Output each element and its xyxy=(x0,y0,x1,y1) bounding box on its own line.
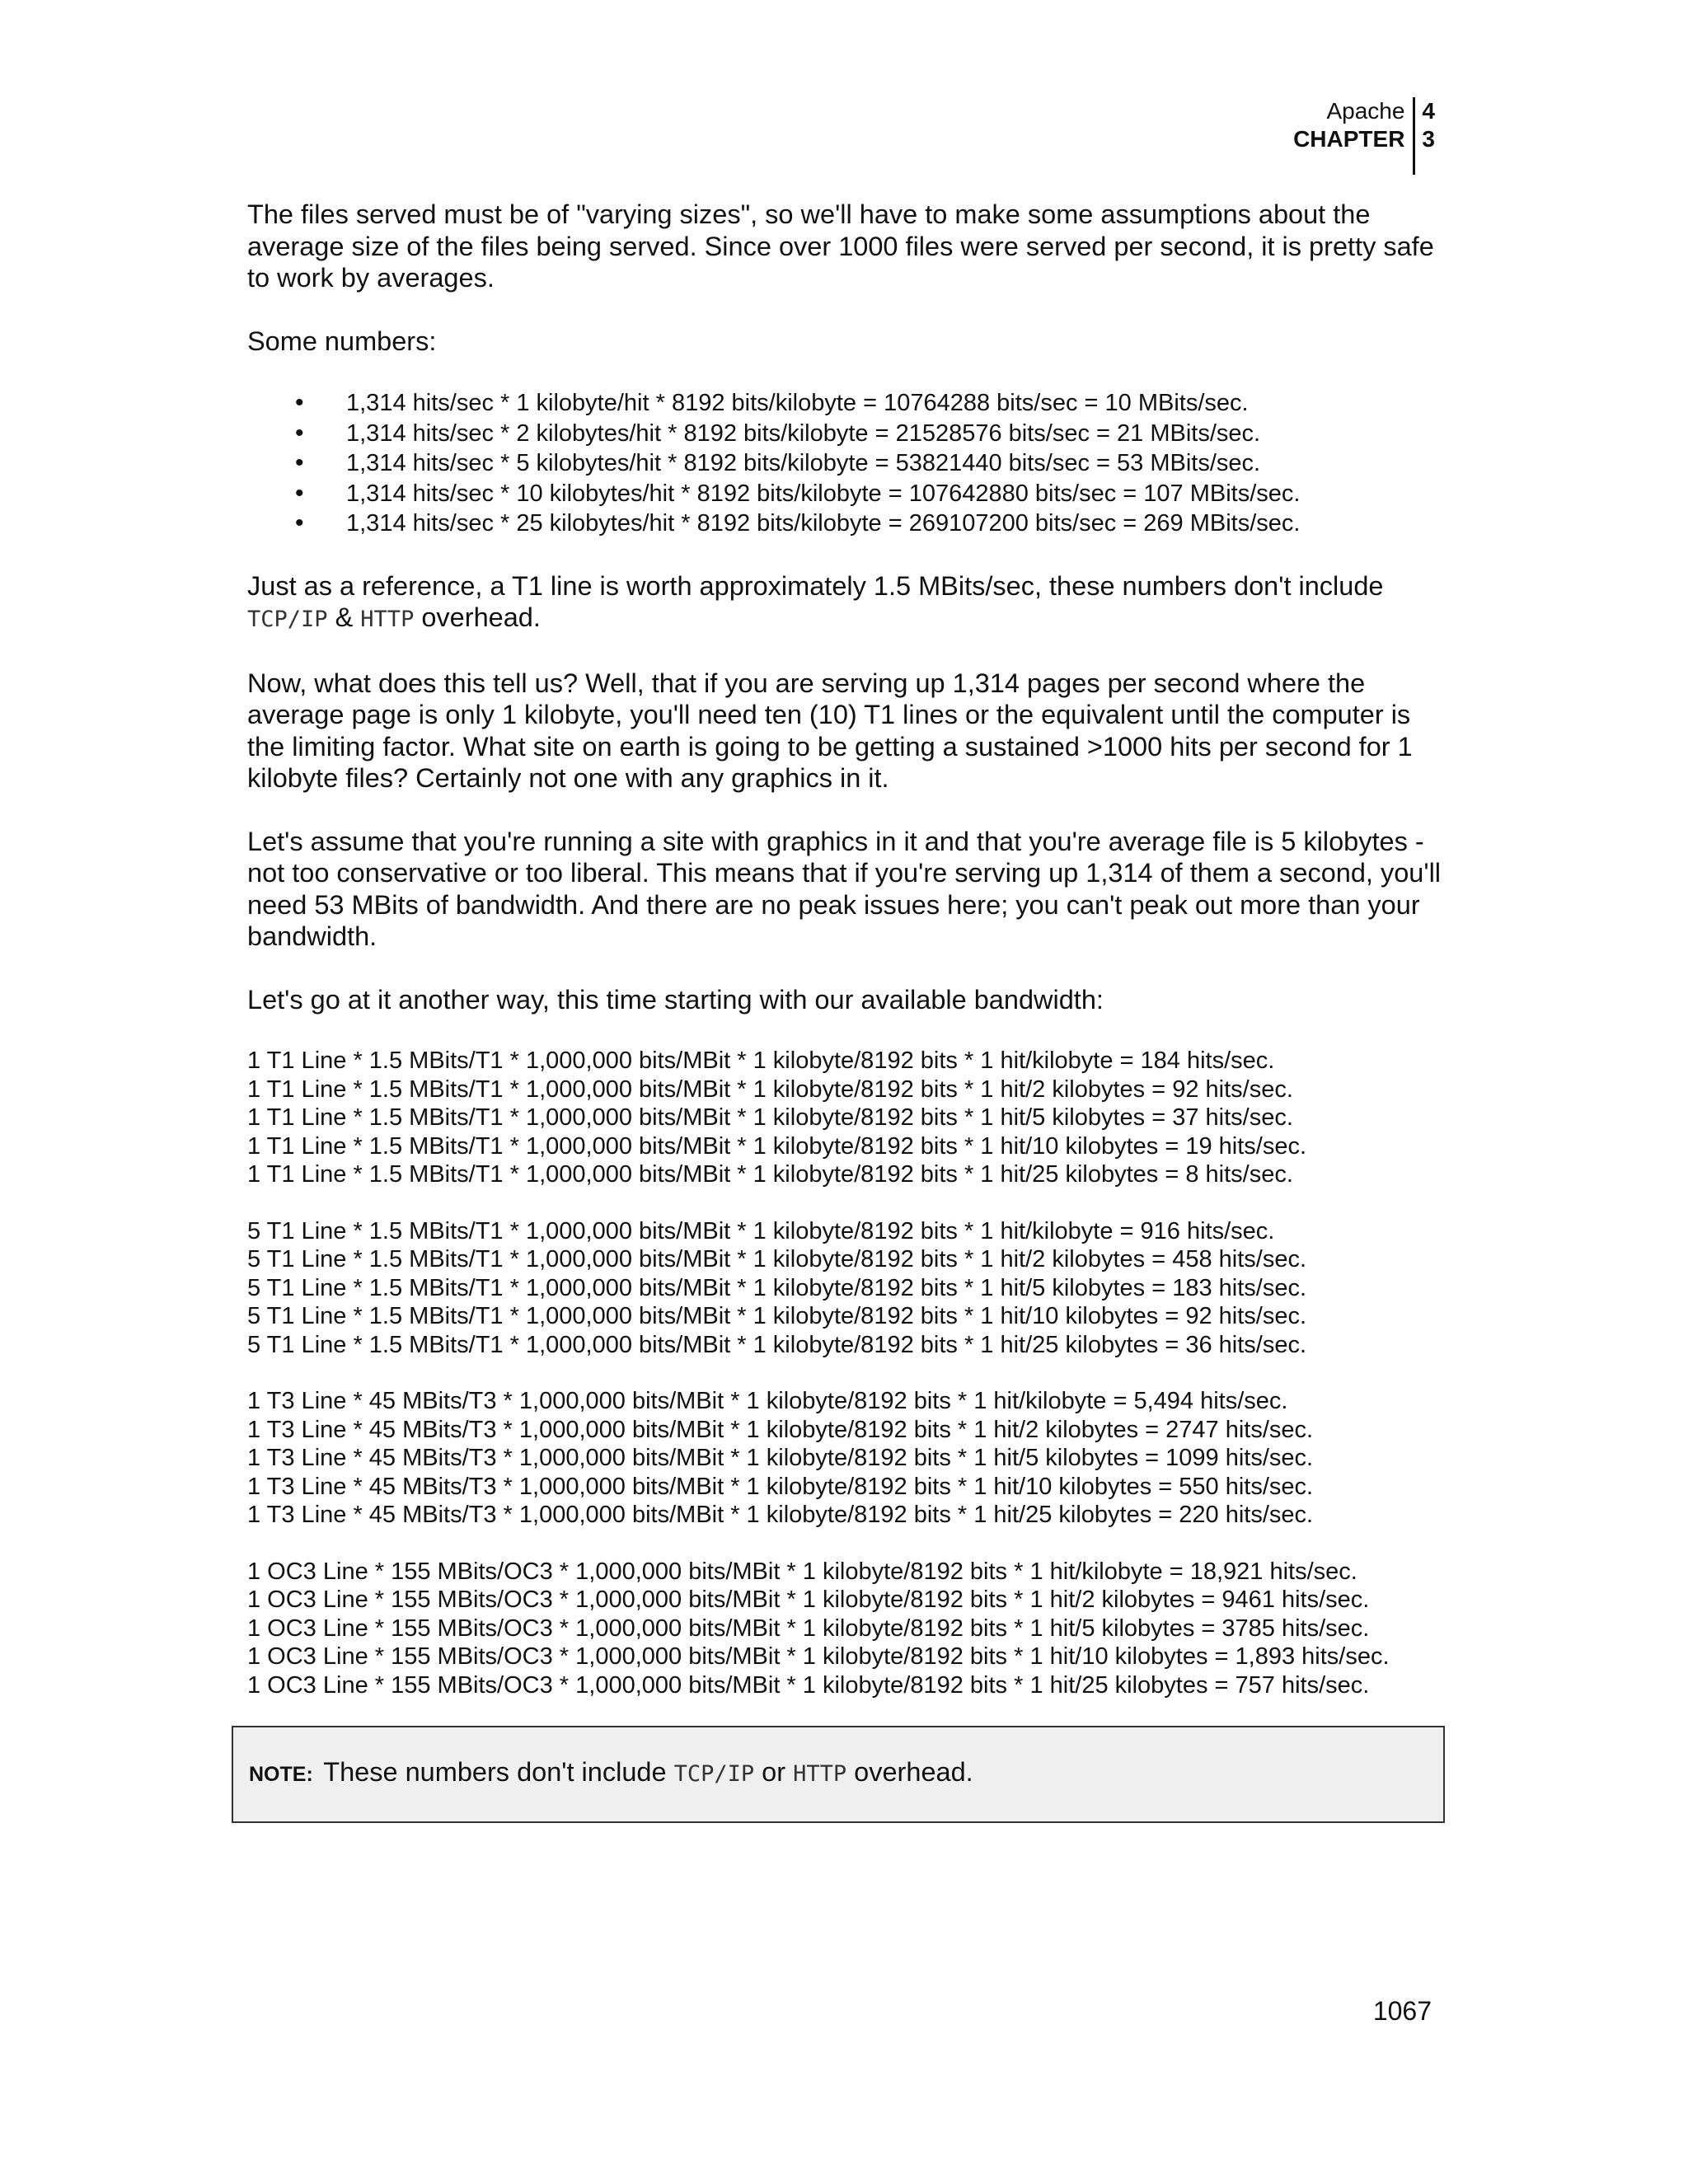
http-code: HTTP xyxy=(360,607,415,632)
header-title: Apache xyxy=(1326,98,1405,124)
note-tcpip-code: TCP/IP xyxy=(673,1761,755,1787)
note-or: or xyxy=(762,1757,786,1787)
numbers-heading: Some numbers: xyxy=(247,326,437,356)
header-number-bottom: 3 xyxy=(1422,126,1435,152)
calculation-line: 1 T1 Line * 1.5 MBits/T1 * 1,000,000 bits/MBit * 1 kilobyte/8192 bits * 1 hit/10 kilobytes = 19 hits/sec. xyxy=(247,1132,1307,1160)
calculation-line: 1 T3 Line * 45 MBits/T3 * 1,000,000 bits/MBit * 1 kilobyte/8192 bits * 1 hit/10 kilobytes = 550 hits/sec. xyxy=(247,1473,1314,1500)
list-item: • 1,314 hits/sec * 2 kilobytes/hit * 8192 bits/kilobyte = 21528576 bits/sec = 21 MBits/sec. xyxy=(247,419,1451,449)
list-item: • 1,314 hits/sec * 1 kilobyte/hit * 8192 bits/kilobyte = 10764288 bits/sec = 10 MBits/sec. xyxy=(247,388,1451,419)
t1-reference-paragraph xyxy=(247,570,1451,636)
calculation-line: 1 T1 Line * 1.5 MBits/T1 * 1,000,000 bits/MBit * 1 kilobyte/8192 bits * 1 hit/2 kilobytes = 92 hits/sec. xyxy=(247,1076,1293,1103)
running-header xyxy=(1293,97,1435,175)
graphics-paragraph: Let's assume that you're running a site with graphics in it and that you're average file is 5 kilobytes - not too conservative or too liberal. This means that if you're serving up 1,314 of them a second, you'll need 53 MBits of bandwidth. And there are no peak issues here; you can't peak out more than your bandwidth. xyxy=(247,826,1442,951)
t1-five-calculations xyxy=(247,1217,1451,1360)
calculation-line: 5 T1 Line * 1.5 MBits/T1 * 1,000,000 bits/MBit * 1 kilobyte/8192 bits * 1 hit/5 kilobytes = 183 hits/sec. xyxy=(247,1274,1307,1301)
note-box xyxy=(232,1726,1445,1823)
header-labels xyxy=(1293,97,1415,175)
overhead-text: overhead. xyxy=(421,602,541,632)
calculation-line: 1 T1 Line * 1.5 MBits/T1 * 1,000,000 bits/MBit * 1 kilobyte/8192 bits * 1 hit/5 kilobytes = 37 hits/sec. xyxy=(247,1104,1293,1131)
calculation-line: 1 OC3 Line * 155 MBits/OC3 * 1,000,000 bits/MBit * 1 kilobyte/8192 bits * 1 hit/10 kilobytes = 1,893 hits/sec. xyxy=(247,1643,1390,1670)
calculation-line: 1 T3 Line * 45 MBits/T3 * 1,000,000 bits/MBit * 1 kilobyte/8192 bits * 1 hit/25 kilobytes = 220 hits/sec. xyxy=(247,1502,1314,1528)
t1-reference-text: Just as a reference, a T1 line is worth approximately 1.5 MBits/sec, these numbers don't include xyxy=(247,570,1384,601)
oc3-calculations xyxy=(247,1558,1451,1700)
calculation-line: 5 T1 Line * 1.5 MBits/T1 * 1,000,000 bits/MBit * 1 kilobyte/8192 bits * 1 hit/2 kilobytes = 458 hits/sec. xyxy=(247,1246,1307,1272)
calculation-line: 1 OC3 Line * 155 MBits/OC3 * 1,000,000 bits/MBit * 1 kilobyte/8192 bits * 1 hit/5 kilobytes = 3785 hits/sec. xyxy=(247,1615,1370,1642)
calculation-line: 5 T1 Line * 1.5 MBits/T1 * 1,000,000 bits/MBit * 1 kilobyte/8192 bits * 1 hit/25 kilobytes = 36 hits/sec. xyxy=(247,1331,1307,1358)
header-number-top: 4 xyxy=(1422,98,1435,124)
calculation-line: 1 OC3 Line * 155 MBits/OC3 * 1,000,000 bits/MBit * 1 kilobyte/8192 bits * 1 hit/kilobyte = 18,921 hits/sec. xyxy=(247,1558,1357,1585)
calculation-line: 1 T3 Line * 45 MBits/T3 * 1,000,000 bits/MBit * 1 kilobyte/8192 bits * 1 hit/kilobyte = 5,494 hits/sec. xyxy=(247,1388,1288,1414)
analysis-paragraph: Now, what does this tell us? Well, that if you are serving up 1,314 pages per second where the average page is only 1 kilobyte, you'll need ten (10) T1 lines or the equivalent until the computer is the limiting factor. What site on earth is going to be getting a sustained >1000 hits per second for 1 kilobyte files? Certainly not one with any graphics in it. xyxy=(247,668,1413,793)
bandwidth-paragraph: Let's go at it another way, this time starting with our available bandwidth: xyxy=(247,984,1104,1015)
calculation-line: 1 T3 Line * 45 MBits/T3 * 1,000,000 bits/MBit * 1 kilobyte/8192 bits * 1 hit/2 kilobytes = 2747 hits/sec. xyxy=(247,1416,1314,1443)
t1-single-calculations xyxy=(247,1047,1451,1189)
calculation-line: 5 T1 Line * 1.5 MBits/T1 * 1,000,000 bits/MBit * 1 kilobyte/8192 bits * 1 hit/10 kilobytes = 92 hits/sec. xyxy=(247,1303,1307,1329)
t3-calculations xyxy=(247,1387,1451,1530)
note-text: These numbers don't include xyxy=(323,1757,667,1787)
header-chapter-label: CHAPTER xyxy=(1293,126,1405,152)
page-number: 1067 xyxy=(1372,1996,1432,2026)
list-item: • 1,314 hits/sec * 25 kilobytes/hit * 8192 bits/kilobyte = 269107200 bits/sec = 269 MBits/sec. xyxy=(247,509,1451,539)
list-item: • 1,314 hits/sec * 5 kilobytes/hit * 8192 bits/kilobyte = 53821440 bits/sec = 53 MBits/sec. xyxy=(247,448,1451,479)
note-content xyxy=(249,1757,973,1788)
page-body xyxy=(247,199,1451,1727)
header-numbers xyxy=(1415,97,1435,175)
ampersand: & xyxy=(335,602,354,632)
calculation-line: 1 OC3 Line * 155 MBits/OC3 * 1,000,000 bits/MBit * 1 kilobyte/8192 bits * 1 hit/2 kilobytes = 9461 hits/sec. xyxy=(247,1586,1370,1613)
intro-paragraph: The files served must be of "varying sizes", so we'll have to make some assumptions about the average size of the files being served. Since over 1000 files were served per second, it is pretty safe to work by averages. xyxy=(247,199,1434,293)
note-label: NOTE: xyxy=(249,1763,313,1786)
calculation-line: 1 T1 Line * 1.5 MBits/T1 * 1,000,000 bits/MBit * 1 kilobyte/8192 bits * 1 hit/kilobyte = 184 hits/sec. xyxy=(247,1047,1275,1074)
calculation-line: 1 OC3 Line * 155 MBits/OC3 * 1,000,000 bits/MBit * 1 kilobyte/8192 bits * 1 hit/25 kilobytes = 757 hits/sec. xyxy=(247,1671,1370,1699)
calculation-line: 1 T3 Line * 45 MBits/T3 * 1,000,000 bits/MBit * 1 kilobyte/8192 bits * 1 hit/5 kilobytes = 1099 hits/sec. xyxy=(247,1445,1314,1471)
calculation-line: 5 T1 Line * 1.5 MBits/T1 * 1,000,000 bits/MBit * 1 kilobyte/8192 bits * 1 hit/kilobyte = 916 hits/sec. xyxy=(247,1217,1275,1244)
hits-bandwidth-list xyxy=(247,388,1451,539)
calculation-line: 1 T1 Line * 1.5 MBits/T1 * 1,000,000 bits/MBit * 1 kilobyte/8192 bits * 1 hit/25 kilobytes = 8 hits/sec. xyxy=(247,1161,1293,1188)
tcpip-code: TCP/IP xyxy=(247,607,328,632)
note-overhead: overhead. xyxy=(854,1757,973,1787)
note-http-code: HTTP xyxy=(793,1761,847,1787)
list-item: • 1,314 hits/sec * 10 kilobytes/hit * 8192 bits/kilobyte = 107642880 bits/sec = 107 MBits/sec. xyxy=(247,479,1451,509)
